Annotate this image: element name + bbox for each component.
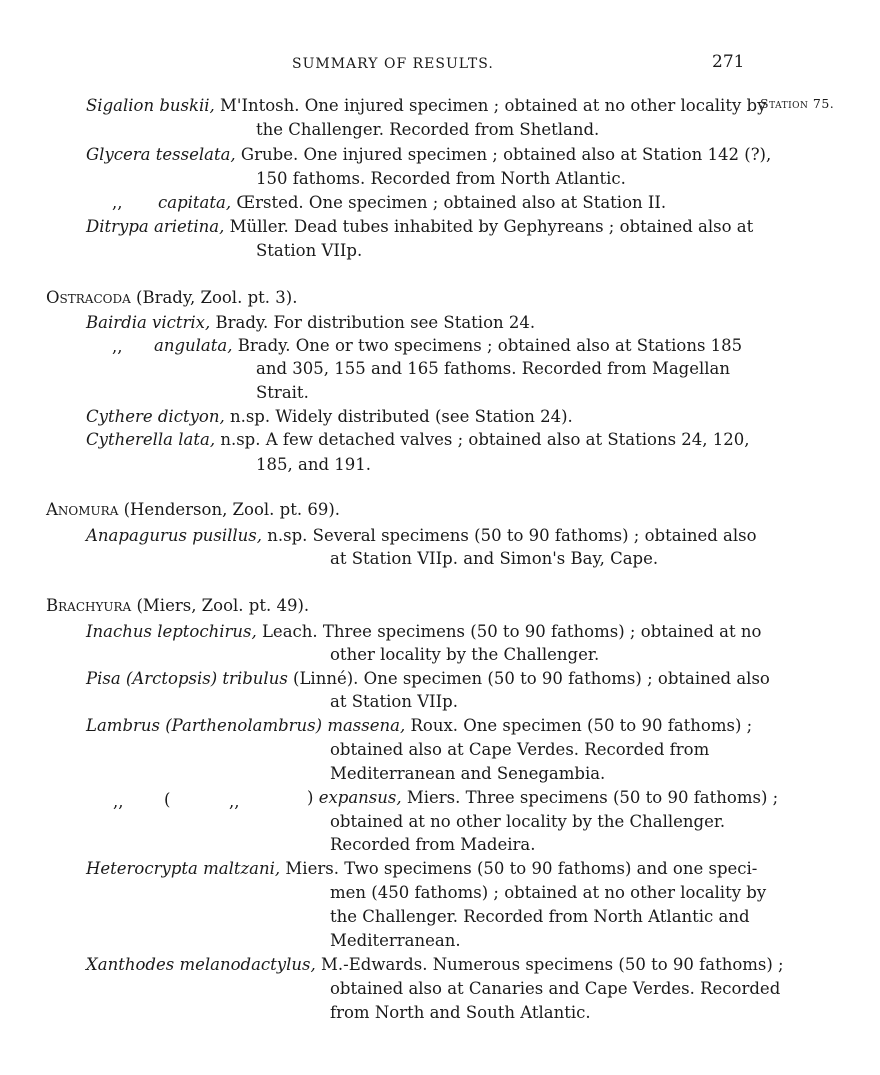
entry-pisa-line2: at Station VIIp. bbox=[330, 692, 458, 711]
species-author: Brady. bbox=[232, 336, 291, 355]
species-author: Müller. bbox=[224, 217, 289, 236]
entry-text: For distribution see Station 24. bbox=[268, 313, 536, 332]
species-author: n.sp. bbox=[215, 430, 261, 449]
entry-xanthodes-line2: obtained also at Canaries and Cape Verdes. Recorded bbox=[330, 979, 781, 998]
species-name: Anapagurus pusillus, bbox=[86, 526, 263, 545]
entry-xanthodes-line3: from North and South Atlantic. bbox=[330, 1003, 591, 1022]
species-name: expansus, bbox=[318, 788, 402, 807]
species-author: Miers. bbox=[401, 788, 461, 807]
entry-xanthodes-line1 bbox=[86, 953, 784, 976]
entry-bairdia-angulata-line3: Strait. bbox=[256, 383, 309, 402]
section-heading: Anomura bbox=[46, 500, 119, 519]
species-name: Cytherella lata, bbox=[86, 430, 216, 449]
entry-text: A few detached valves ; obtained also at Stations 24, 120, bbox=[260, 430, 750, 449]
entry-text: Three specimens (50 to 90 fathoms) ; bbox=[460, 788, 779, 807]
entry-text: Numerous specimens (50 to 90 fathoms) ; bbox=[427, 955, 784, 974]
species-name: Bairdia victrix, bbox=[86, 313, 211, 332]
entry-text: Three specimens (50 to 90 fathoms) ; obtained at no bbox=[317, 622, 762, 641]
entry-cytherella-line1 bbox=[86, 428, 750, 451]
species-author: Grube. bbox=[235, 145, 299, 164]
entry-bairdia-victrix-line1 bbox=[86, 311, 535, 334]
section-reference: (Brady, Zool. pt. 3). bbox=[130, 288, 298, 307]
species-name: Xanthodes melanodactylus, bbox=[86, 955, 316, 974]
entry-lambrus-massena-line2: obtained also at Cape Verdes. Recorded from bbox=[330, 740, 710, 759]
ditto-mark: ,, bbox=[229, 792, 240, 811]
species-name: Heterocrypta maltzani, bbox=[86, 859, 281, 878]
entry-text: One injured specimen ; obtained also at Station 142 (?), bbox=[298, 145, 772, 164]
entry-sigalion-line2: the Challenger. Recorded from Shetland. bbox=[256, 120, 600, 139]
entry-glycera-capitata-line1 bbox=[158, 191, 666, 214]
entry-text: One or two specimens ; obtained also at Stations 185 bbox=[290, 336, 743, 355]
entry-cytherella-line2: 185, and 191. bbox=[256, 455, 371, 474]
species-author: n.sp. bbox=[224, 407, 271, 426]
entry-text: One specimen (50 to 90 fathoms) ; obtained also bbox=[358, 669, 770, 688]
entry-text: Two specimens (50 to 90 fathoms) and one speci- bbox=[338, 859, 758, 878]
section-heading-anomura bbox=[46, 498, 340, 521]
paren-close: ) bbox=[307, 788, 314, 807]
station-label: Station 75. bbox=[760, 96, 835, 111]
entry-heterocrypta-line4: Mediterranean. bbox=[330, 931, 461, 950]
species-name: capitata, bbox=[158, 193, 232, 212]
entry-ditrypa-line1 bbox=[86, 215, 753, 238]
entry-inachus-line2: other locality by the Challenger. bbox=[330, 645, 600, 664]
entry-heterocrypta-line2: men (450 fathoms) ; obtained at no other locality by bbox=[330, 883, 767, 902]
entry-text: One specimen ; obtained also at Station II. bbox=[303, 193, 667, 212]
entry-glycera-tesselata-line2: 150 fathoms. Recorded from North Atlantic. bbox=[256, 169, 626, 188]
entry-anapagurus-line1 bbox=[86, 524, 757, 547]
species-name: Glycera tesselata, bbox=[86, 145, 236, 164]
entry-lambrus-expansus-line3: Recorded from Madeira. bbox=[330, 835, 536, 854]
page-number: 271 bbox=[712, 52, 745, 72]
entry-text: One injured specimen ; obtained at no other locality by bbox=[299, 96, 767, 115]
ditto-mark: ,, bbox=[112, 337, 123, 356]
ditto-mark: ,, bbox=[112, 193, 123, 212]
entry-lambrus-expansus-line1 bbox=[307, 786, 778, 809]
entry-heterocrypta-line1 bbox=[86, 857, 757, 880]
ditto-mark: ,, bbox=[113, 792, 124, 811]
section-heading-brachyura bbox=[46, 594, 309, 617]
entry-heterocrypta-line3: the Challenger. Recorded from North Atlantic and bbox=[330, 907, 750, 926]
species-name: Ditrypa arietina, bbox=[86, 217, 225, 236]
species-author: Brady. bbox=[210, 313, 269, 332]
section-reference: (Henderson, Zool. pt. 69). bbox=[118, 500, 341, 519]
species-name: angulata, bbox=[154, 336, 233, 355]
section-reference: (Miers, Zool. pt. 49). bbox=[131, 596, 310, 615]
entry-anapagurus-line2: at Station VIIp. and Simon's Bay, Cape. bbox=[330, 549, 659, 568]
section-heading: Brachyura bbox=[46, 596, 132, 615]
entry-glycera-tesselata-line1 bbox=[86, 143, 771, 166]
entry-text: Widely distributed (see Station 24). bbox=[270, 407, 573, 426]
entry-ditrypa-line2: Station VIIp. bbox=[256, 241, 363, 260]
species-author: Roux. bbox=[405, 716, 458, 735]
species-author: Œrsted. bbox=[231, 193, 304, 212]
entry-sigalion-line1 bbox=[86, 94, 766, 117]
species-author: M.-Edwards. bbox=[315, 955, 428, 974]
paren-open: ( bbox=[164, 790, 171, 809]
section-heading: Ostracoda bbox=[46, 288, 131, 307]
species-name: Cythere dictyon, bbox=[86, 407, 225, 426]
species-author: (Linné). bbox=[287, 669, 359, 688]
entry-lambrus-massena-line1 bbox=[86, 714, 752, 737]
species-author: Miers. bbox=[280, 859, 339, 878]
species-author: M'Intosh. bbox=[214, 96, 300, 115]
entry-inachus-line1 bbox=[86, 620, 761, 643]
entry-lambrus-massena-line3: Mediterranean and Senegambia. bbox=[330, 764, 606, 783]
species-name: Pisa (Arctopsis) tribulus bbox=[86, 669, 288, 688]
entry-lambrus-expansus-line2: obtained at no other locality by the Challenger. bbox=[330, 812, 726, 831]
entry-pisa-line1 bbox=[86, 667, 770, 690]
entry-text: One specimen (50 to 90 fathoms) ; bbox=[458, 716, 753, 735]
species-name: Inachus leptochirus, bbox=[86, 622, 257, 641]
species-name: Sigalion buskii, bbox=[86, 96, 215, 115]
running-title: SUMMARY OF RESULTS. bbox=[292, 56, 494, 72]
entry-bairdia-angulata-line2: and 305, 155 and 165 fathoms. Recorded from Magellan bbox=[256, 359, 731, 378]
entry-cythere-line1 bbox=[86, 405, 573, 428]
species-author: n.sp. bbox=[262, 526, 308, 545]
species-name: Lambrus (Parthenolambrus) massena, bbox=[86, 716, 406, 735]
section-heading-ostracoda bbox=[46, 286, 297, 309]
entry-bairdia-angulata-line1 bbox=[154, 334, 742, 357]
entry-text: Several specimens (50 to 90 fathoms) ; obtained also bbox=[307, 526, 757, 545]
entry-text: Dead tubes inhabited by Gephyreans ; obtained also at bbox=[288, 217, 754, 236]
species-author: Leach. bbox=[256, 622, 318, 641]
